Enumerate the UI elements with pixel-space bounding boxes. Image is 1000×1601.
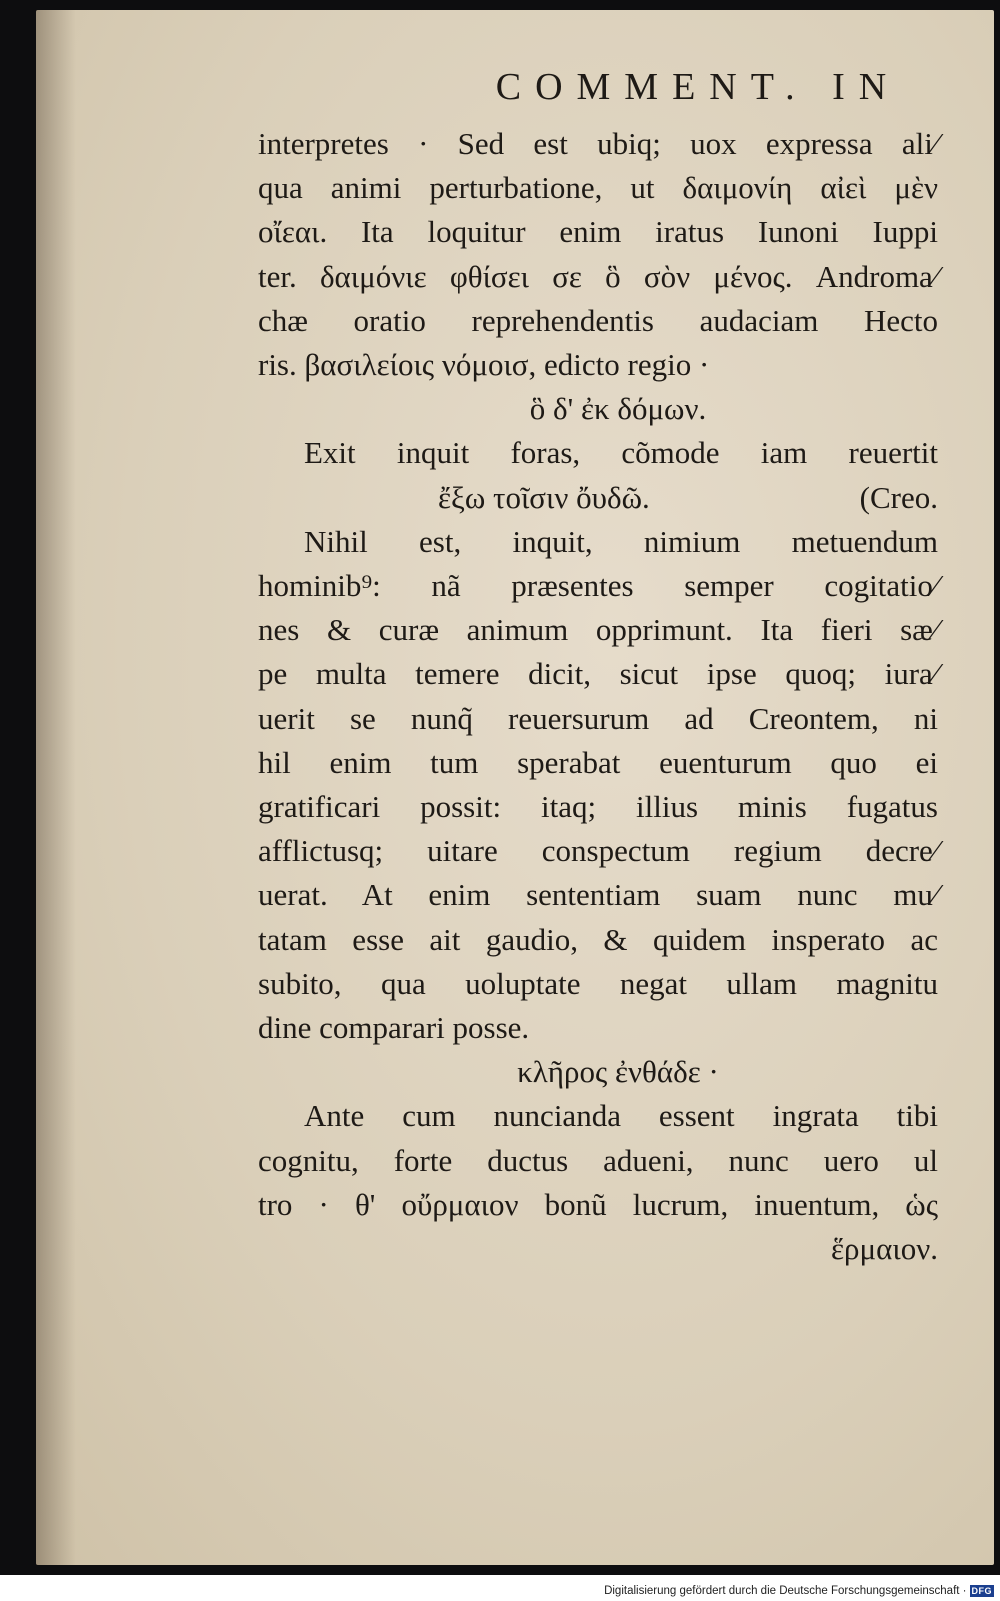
text-line: tatam esse ait gaudio, & quidem insperato ac — [258, 921, 938, 957]
text-line: ter. δαιμόνιε φθίσει σε ὃ σὸν μένος. Androma⁄ — [258, 258, 938, 294]
text-line: gratificari possit: itaq; illius minis fugatus — [258, 789, 938, 825]
footer-text: Digitalisierung gefördert durch die Deutsche Forschungsgemeinschaft · — [604, 1585, 967, 1597]
text-line: uerit se nunq̃ reuersurum ad Creontem, ni — [258, 700, 938, 736]
text-line: afflictusq; uitare conspectum regium decre⁄ — [258, 833, 938, 869]
greek-lemma: ὃ δ' ἐκ δόμων. — [529, 391, 707, 427]
text-line: cognitu, forte ductus adueni, nunc uero ul — [258, 1142, 938, 1178]
running-head: COMMENT. IN — [495, 66, 901, 108]
page-gutter-shadow — [36, 10, 76, 1565]
text-line: ἕρμαιον. — [831, 1231, 938, 1267]
text-line-split — [258, 476, 938, 520]
speaker-note: (Creo. — [859, 479, 938, 515]
text-line: interpretes · Sed est ubiq; uox expressa ali⁄ — [258, 126, 938, 161]
text-line: dine comparari posse. — [258, 1010, 530, 1046]
text-line: tro · θ' οὔρμαιον bonũ lucrum, inuentum, ὡς — [258, 1186, 938, 1222]
text-line: Ante cum nuncianda essent ingrata tibi — [304, 1098, 938, 1134]
text-line: ris. βασιλείοις νόμοισ, edicto regio · — [258, 347, 710, 383]
text-line: nes & curæ animum opprimunt. Ita fieri sæ⁄ — [258, 612, 938, 648]
text-line: hil enim tum sperabat euenturum quo ei — [258, 744, 938, 780]
text-line: οἴεαι. Ita loquitur enim iratus Iunoni Iuppi — [258, 214, 938, 250]
text-line: qua animi perturbatione, ut δαιμονίη αἰεὶ μὲν — [258, 170, 938, 206]
greek-lemma: κλῆρος ἐνθάδε · — [517, 1054, 719, 1090]
greek-lemma: ἔξω τοῖσιν ὄυδῶ. — [438, 479, 650, 515]
page-text — [258, 60, 938, 1271]
text-line: hominib⁹: nã præsentes semper cogitatio⁄ — [258, 568, 938, 604]
text-line: pe multa temere dicit, sicut ipse quoq; iura⁄ — [258, 656, 938, 692]
text-line: chæ oratio reprehendentis audaciam Hecto — [258, 302, 938, 338]
digitization-footer — [604, 1585, 994, 1597]
text-line: uerat. At enim sententiam suam nunc mu⁄ — [258, 877, 938, 913]
dfg-logo: DFG — [971, 1586, 992, 1596]
text-line: Exit inquit foras, cõmode iam reuertit — [304, 435, 938, 471]
text-line: subito, qua uoluptate negat ullam magnitu — [258, 965, 938, 1001]
text-line: Nihil est, inquit, nimium metuendum — [304, 523, 938, 559]
